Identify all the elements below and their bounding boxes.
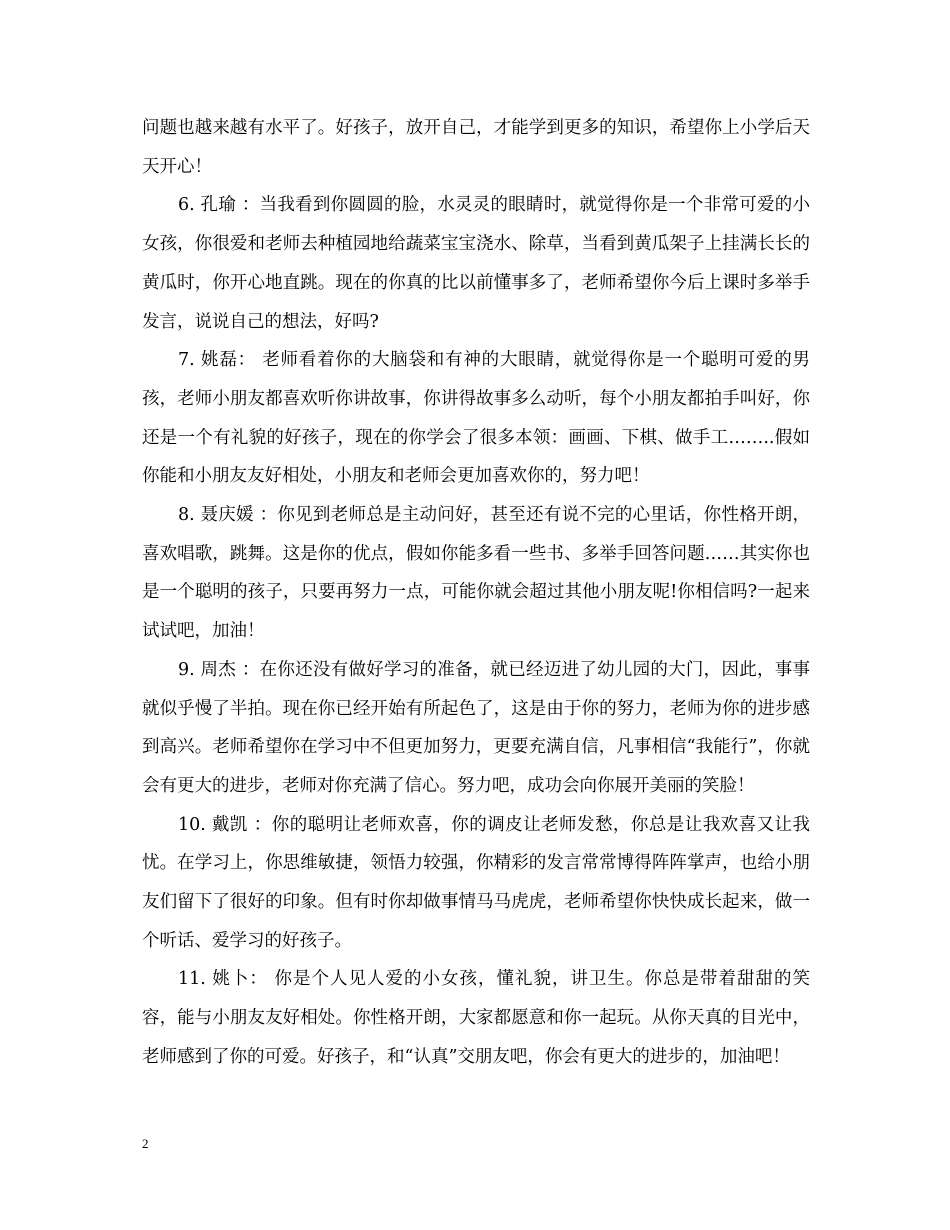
paragraph-comment-11: 11. 姚卜： 你是个人见人爱的小女孩，懂礼貌，讲卫生。你总是带着甜甜的笑容，能与小朋友友好相处。你性格开朗，大家都愿意和你一起玩。从你天真的目光中，老师感到了你的可爱。好孩子，和“认真”交朋友吧，你会有更大的进步的，加油吧！ [142, 969, 810, 1067]
paragraph-comment-9: 9. 周杰 ：在你还没有做好学习的准备，就已经迈进了幼儿园的大门，因此，事事就似乎慢了半拍。现在你已经开始有所起色了，这是由于你的努力，老师为你的进步感到高兴。老师希望你在学习中不但更加努力，更要充满自信，凡事相信“我能行”，你就会有更大的进步，老师对你充满了信心。努力吧，成功会向你展开美丽的笑脸！ [142, 659, 810, 796]
paragraph-comment-8: 8. 聂庆媛 ：你见到老师总是主动问好，甚至还有说不完的心里话，你性格开朗，喜欢唱歌，跳舞。这是你的优点，假如你能多看一些书、多举手回答问题……其实你也是一个聪明的孩子，只要再努力一点，可能你就会超过其他小朋友呢!你相信吗?一起来试试吧，加油！ [142, 505, 810, 642]
document-body [142, 109, 810, 1077]
paragraph-comment-10: 10. 戴凯 ：你的聪明让老师欢喜，你的调皮让老师发愁，你总是让我欢喜又让我忧。在学习上，你思维敏捷，领悟力较强，你精彩的发言常常博得阵阵掌声，也给小朋友们留下了很好的印象。但有时你却做事情马马虎虎，老师希望你快快成长起来，做一个听话、爱学习的好孩子。 [142, 814, 810, 951]
paragraph-continuation: 问题也越来越有水平了。好孩子，放开自己，才能学到更多的知识，希望你上小学后天天开心！ [142, 118, 810, 177]
paragraph-comment-7: 7. 姚磊： 老师看着你的大脑袋和有神的大眼睛，就觉得你是一个聪明可爱的男孩，老师小朋友都喜欢听你讲故事，你讲得故事多么动听，每个小朋友都拍手叫好，你还是一个有礼貌的好孩子，现在的你学会了很多本领：画画、下棋、做手工……..假如你能和小朋友友好相处，小朋友和老师会更加喜欢你的，努力吧！ [142, 350, 810, 487]
page-number: 2 [142, 1136, 149, 1151]
paragraph-comment-6: 6. 孔瑜 ：当我看到你圆圆的脸，水灵灵的眼睛时，就觉得你是一个非常可爱的小女孩，你很爱和老师去种植园地给蔬菜宝宝浇水、除草，当看到黄瓜架子上挂满长长的黄瓜时，你开心地直跳。现在的你真的比以前懂事多了，老师希望你今后上课时多举手发言，说说自己的想法，好吗? [142, 195, 810, 332]
